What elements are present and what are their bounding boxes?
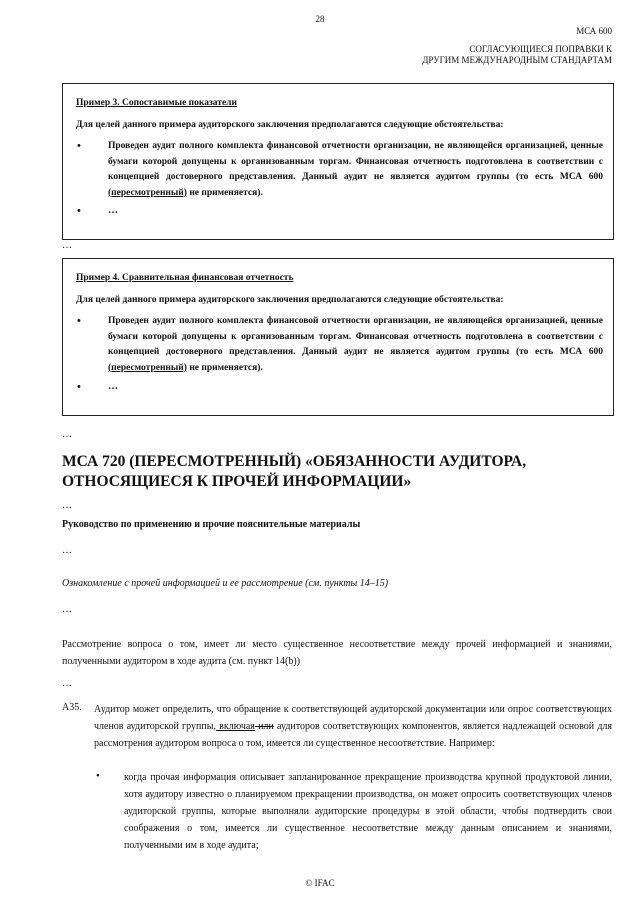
example-4-intro: Для целей данного примера аудиторского заключения предполагаются следующие обстоятельства: — [76, 295, 504, 305]
page-number: 28 — [315, 14, 325, 24]
example-3-title: Пример 3. Сопоставимые показатели — [76, 98, 237, 108]
material-inconsistency-heading: Рассмотрение вопроса о том, имеет ли место существенное несоответствие между прочей информацией и знаниями, полученными аудитором в ходе аудита (см. пункт 14(b)) — [62, 639, 612, 667]
a35-bullet-text: когда прочая информация описывает запланированное прекращение производства крупной продуктовой линии, хотя аудитору известно о планируемом прекращении производства, он может опросить соответствующих членов аудиторской группы, которые выполняли аудиторские процедуры в этой области, чтобы подтвердить свои соображения о том, имеется ли существенное несоответствие между данным описанием и знаниями, полученными им в ходе аудита; — [124, 772, 612, 851]
reading-considering-heading: Ознакомление с прочей информацией и ее рассмотрение (см. пункты 14–15) — [62, 578, 389, 589]
a35-inserted-text: включая — [215, 721, 255, 732]
paragraph-a35 — [94, 701, 612, 752]
example-3-bullet-part-b: не применяется). — [186, 187, 263, 198]
page-subtitle — [422, 44, 612, 66]
example-3-ellipsis: … — [108, 205, 118, 216]
bullet-icon: • — [96, 770, 100, 782]
guidance-heading: Руководство по применению и прочие пояснительные материалы — [62, 519, 361, 530]
footer-copyright: © IFAC — [305, 878, 335, 888]
ellipsis: … — [62, 678, 72, 689]
a35-part-b: аудиторов соответствующих компонентов, является надлежащей основой для рассмотрения аудитором вопроса о том, имеется ли существенное несоответствие. Например: — [94, 721, 612, 749]
example-3-intro: Для целей данного примера аудиторского заключения предполагаются следующие обстоятельства: — [76, 120, 504, 130]
example-4-ellipsis: … — [108, 381, 118, 392]
example-3-box — [62, 83, 614, 240]
subtitle-line-2: ДРУГИМ МЕЖДУНАРОДНЫМ СТАНДАРТАМ — [422, 55, 612, 65]
ellipsis: … — [62, 604, 72, 615]
ellipsis: … — [62, 545, 72, 556]
example-3-bullet-part-a: Проведен аудит полного комплекта финансовой отчетности организации, не являющейся организацией, ценные бумаги которой допущены к организованным торгам. Финансовая отчетность подготовлена в соответствии с концепцией достоверного представления. Данный аудит не является аудитом группы (то есть МСА 600 — [108, 141, 603, 182]
example-4-title: Пример 4. Сравнительная финансовая отчетность — [76, 273, 294, 283]
section-heading: МСА 720 (ПЕРЕСМОТРЕННЫЙ) «ОБЯЗАННОСТИ АУДИТОРА, ОТНОСЯЩИЕСЯ К ПРОЧЕЙ ИНФОРМАЦИИ» — [62, 453, 527, 490]
bullet-icon: • — [77, 381, 81, 393]
ellipsis: … — [62, 500, 72, 511]
a35-part-a: Аудитор может определить, что обращение к соответствующей аудиторской документации или опрос соответствующих членов аудиторской группы, — [94, 704, 612, 732]
example-4-bullet-text — [108, 314, 603, 376]
ellipsis: … — [62, 240, 72, 251]
example-4-inserted-text: (пересмотренный) — [108, 362, 187, 373]
bullet-icon: • — [77, 140, 81, 152]
example-4-bullet-part-b: не применяется). — [186, 362, 263, 373]
example-4-bullet-part-a: Проведен аудит полного комплекта финансовой отчетности организации, не являющейся организацией, ценные бумаги которой допущены к организованным торгам. Финансовая отчетность подготовлена в соответствии с концепцией достоверного представления. Данный аудит не является аудитом группы (то есть МСА 600 — [108, 316, 603, 357]
a35-deleted-text: или — [254, 721, 274, 732]
bullet-icon: • — [77, 315, 81, 327]
ellipsis: … — [62, 429, 72, 440]
bullet-icon: • — [77, 205, 81, 217]
example-3-inserted-text: (пересмотренный) — [108, 187, 187, 198]
paragraph-number: A35. — [62, 702, 82, 713]
example-4-box — [62, 258, 614, 416]
example-3-bullet-text — [108, 139, 603, 201]
standard-code: МСА 600 — [576, 26, 612, 36]
subtitle-line-1: СОГЛАСУЮЩИЕСЯ ПОПРАВКИ К — [469, 44, 612, 54]
